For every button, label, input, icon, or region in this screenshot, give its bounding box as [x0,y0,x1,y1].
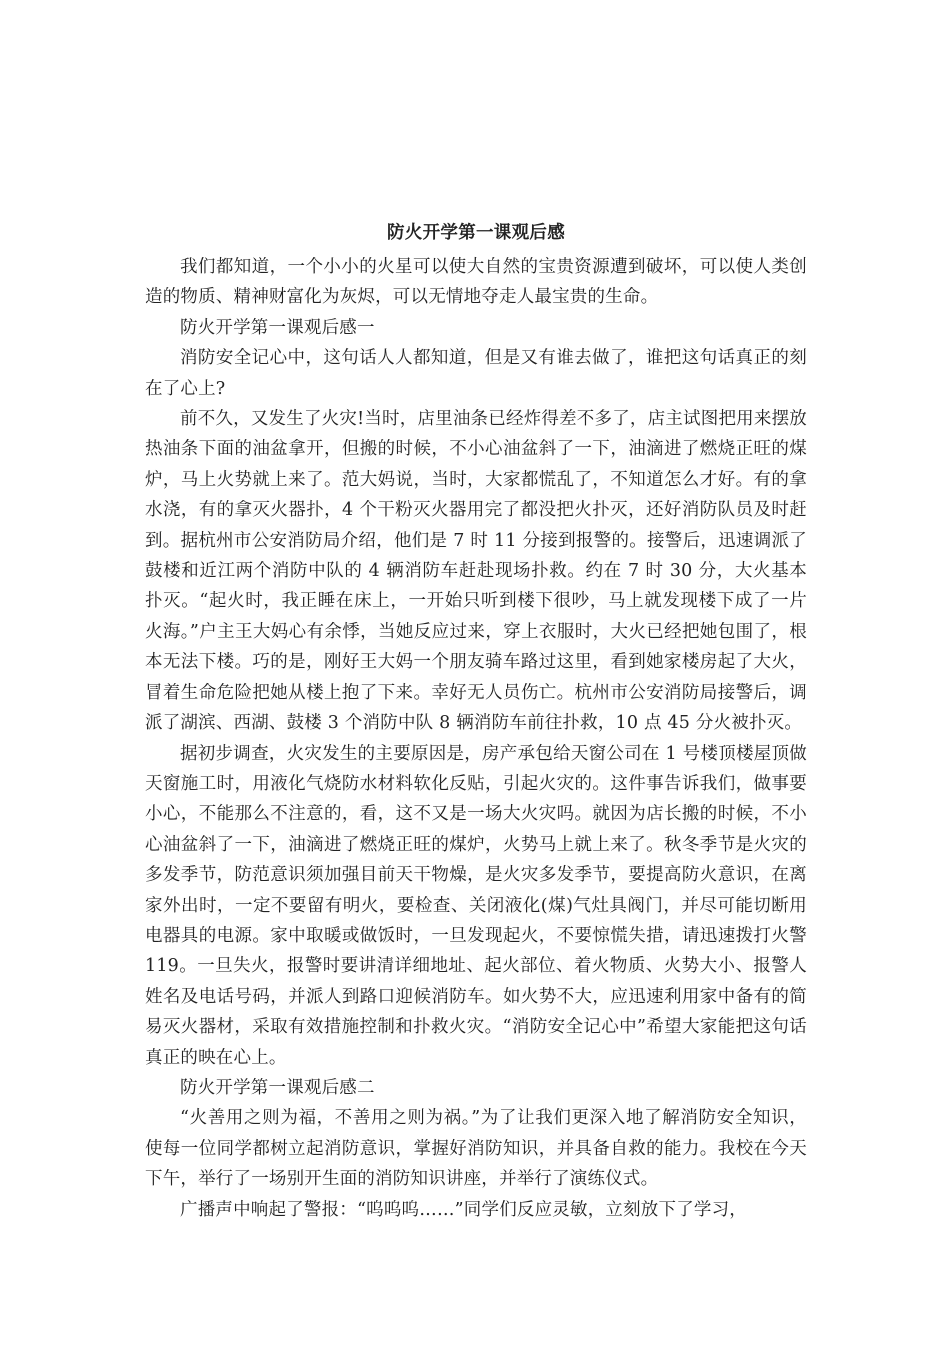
paragraph: 前不久，又发生了火灾!当时，店里油条已经炸得差不多了，店主试图把用来摆放热油条下面的油盆拿开，但搬的时候，不小心油盆斜了一下，油滴进了燃烧正旺的煤炉，马上火势就上来了。范大妈说，当时，大家都慌乱了，不知道怎么才好。有的拿水浇，有的拿灭火器扑，4 个干粉灭火器用完了都没把火扑灭，还好消防队员及时赶到。据杭州市公安消防局介绍，他们是 7 时 11 分接到报警的。接警后，迅速调派了鼓楼和近江两个消防中队的 4 辆消防车赶赴现场扑救。约在 7 时 30 分，大火基本扑灭。“起火时，我正睡在床上，一开始只听到楼下很吵，马上就发现楼下成了一片火海。”户主王大妈心有余悸，当她反应过来，穿上衣服时，大火已经把她包围了，根本无法下楼。巧的是，刚好王大妈一个朋友骑车路过这里，看到她家楼房起了大火，冒着生命危险把她从楼上抱了下来。幸好无人员伤亡。杭州市公安消防局接警后，调派了湖滨、西湖、鼓楼 3 个消防中队 8 辆消防车前往扑救，10 点 45 分火被扑灭。 [145,409,807,734]
section-heading-two: 防火开学第一课观后感二 [180,1077,375,1098]
paragraph: “火善用之则为福，不善用之则为祸。”为了让我们更深入地了解消防安全知识，使每一位同学都树立起消防意识，掌握好消防知识，并具备自救的能力。我校在今天下午，举行了一场别开生面的消防知识讲座，并举行了演练仪式。 [145,1108,807,1190]
intro-paragraph: 我们都知道，一个小小的火星可以使大自然的宝贵资源遭到破坏，可以使人类创造的物质、精神财富化为灰烬，可以无情地夺走人最宝贵的生命。 [145,257,807,308]
paragraph: 消防安全记心中，这句话人人都知道，但是又有谁去做了，谁把这句话真正的刻在了心上? [145,348,807,399]
document-page [145,218,807,1225]
paragraph: 广播声中响起了警报：“呜呜呜……”同学们反应灵敏，立刻放下了学习， [180,1199,747,1220]
section-heading-one: 防火开学第一课观后感一 [180,317,375,338]
paragraph: 据初步调查，火灾发生的主要原因是，房产承包给天窗公司在 1 号楼顶楼屋顶做天窗施工时，用液化气烧防水材料软化反贴，引起火灾的。这件事告诉我们，做事要小心，不能那么不注意的，看，这不又是一场大火灾吗。就因为店长搬的时候，不小心油盆斜了一下，油滴进了燃烧正旺的煤炉，火势马上就上来了。秋冬季节是火灾的多发季节，防范意识须加强目前天干物燥，是火灾多发季节，要提高防火意识，在离家外出时，一定不要留有明火，要检查、关闭液化(煤)气灶具阀门，并尽可能切断用电器具的电源。家中取暖或做饭时，一旦发现起火，不要惊慌失措，请迅速拨打火警 119。一旦失火，报警时要讲清详细地址、起火部位、着火物质、火势大小、报警人姓名及电话号码，并派人到路口迎候消防车。如火势不大，应迅速利用家中备有的简易灭火器材，采取有效措施控制和扑救火灾。“消防安全记心中”希望大家能把这句话真正的映在心上。 [145,743,807,1068]
document-title: 防火开学第一课观后感 [387,223,565,243]
